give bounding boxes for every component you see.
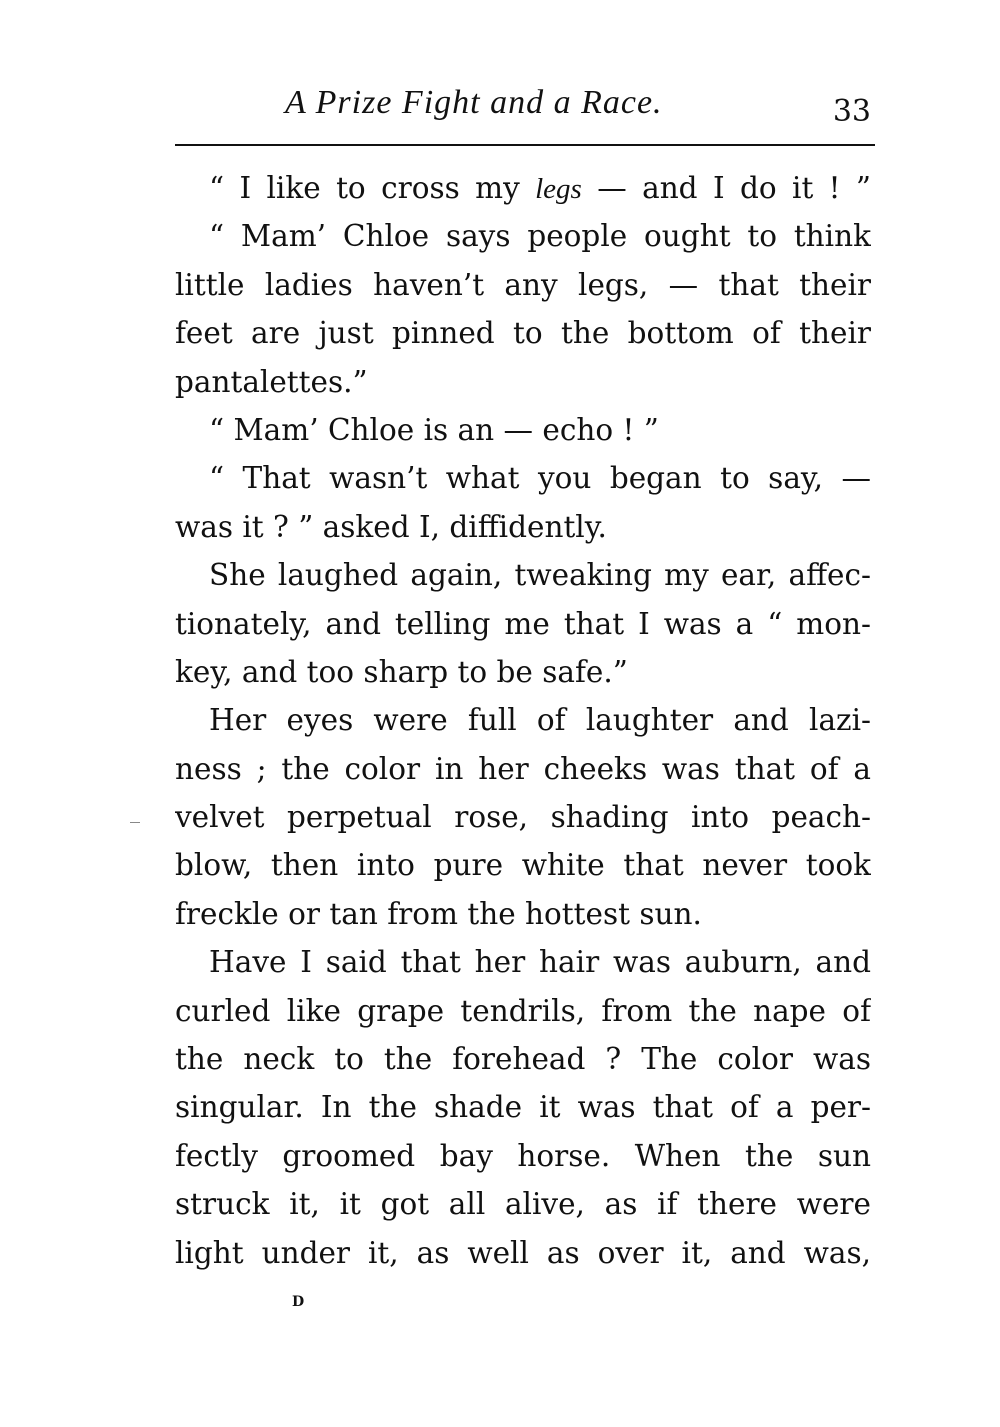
text-line: struck it, it got all alive, as if there were [175, 1187, 871, 1222]
text-line: freckle or tan from the hottest sun. [175, 896, 702, 931]
running-title: A Prize Fight and a Race. [285, 84, 663, 121]
text-line: Her eyes were full of laughter and lazi- [209, 703, 871, 738]
text-line: fectly groomed bay horse. When the sun [175, 1138, 871, 1173]
text-line: velvet perpetual rose, shading into peach- [175, 800, 871, 835]
text-line: Have I said that her hair was auburn, and [209, 945, 871, 980]
running-head [175, 80, 875, 140]
text-line: “ That wasn’t what you began to say, — [209, 461, 871, 496]
text-line: key, and too sharp to be safe.” [175, 654, 628, 689]
text-line: blow, then into pure white that never took [175, 848, 871, 883]
italic-word: legs [535, 173, 582, 205]
margin-mark [130, 822, 140, 823]
text-line: curled like grape tendrils, from the nape of [175, 993, 871, 1028]
page-number: 33 [832, 94, 871, 129]
text-line: was it ? ” asked I, diffidently. [175, 509, 607, 544]
text-line: “ Mam’ Chloe is an — echo ! ” [209, 412, 659, 447]
text-line [175, 164, 871, 212]
text-line: “ Mam’ Chloe says people ought to think [209, 219, 871, 254]
text-line: little ladies haven’t any legs, — that their [175, 267, 871, 302]
text-line: tionately, and telling me that I was a “ mon- [175, 606, 871, 641]
text-line: singular. In the shade it was that of a per- [175, 1090, 871, 1125]
text-line: feet are just pinned to the bottom of their [175, 316, 871, 351]
text-line: light under it, as well as over it, and was, [175, 1235, 871, 1270]
text-line: ness ; the color in her cheeks was that of a [175, 751, 871, 786]
text-line: pantalettes.” [175, 364, 368, 399]
body-text [175, 164, 871, 1277]
text-line-end: — and I do it ! ” [581, 171, 871, 205]
signature-mark: D [292, 1294, 306, 1310]
text-line-start: “ I like to cross my [209, 171, 536, 205]
text-line: the neck to the forehead ? The color was [175, 1042, 871, 1077]
header-rule [175, 144, 875, 146]
text-line: She laughed again, tweaking my ear, affec- [209, 558, 871, 593]
